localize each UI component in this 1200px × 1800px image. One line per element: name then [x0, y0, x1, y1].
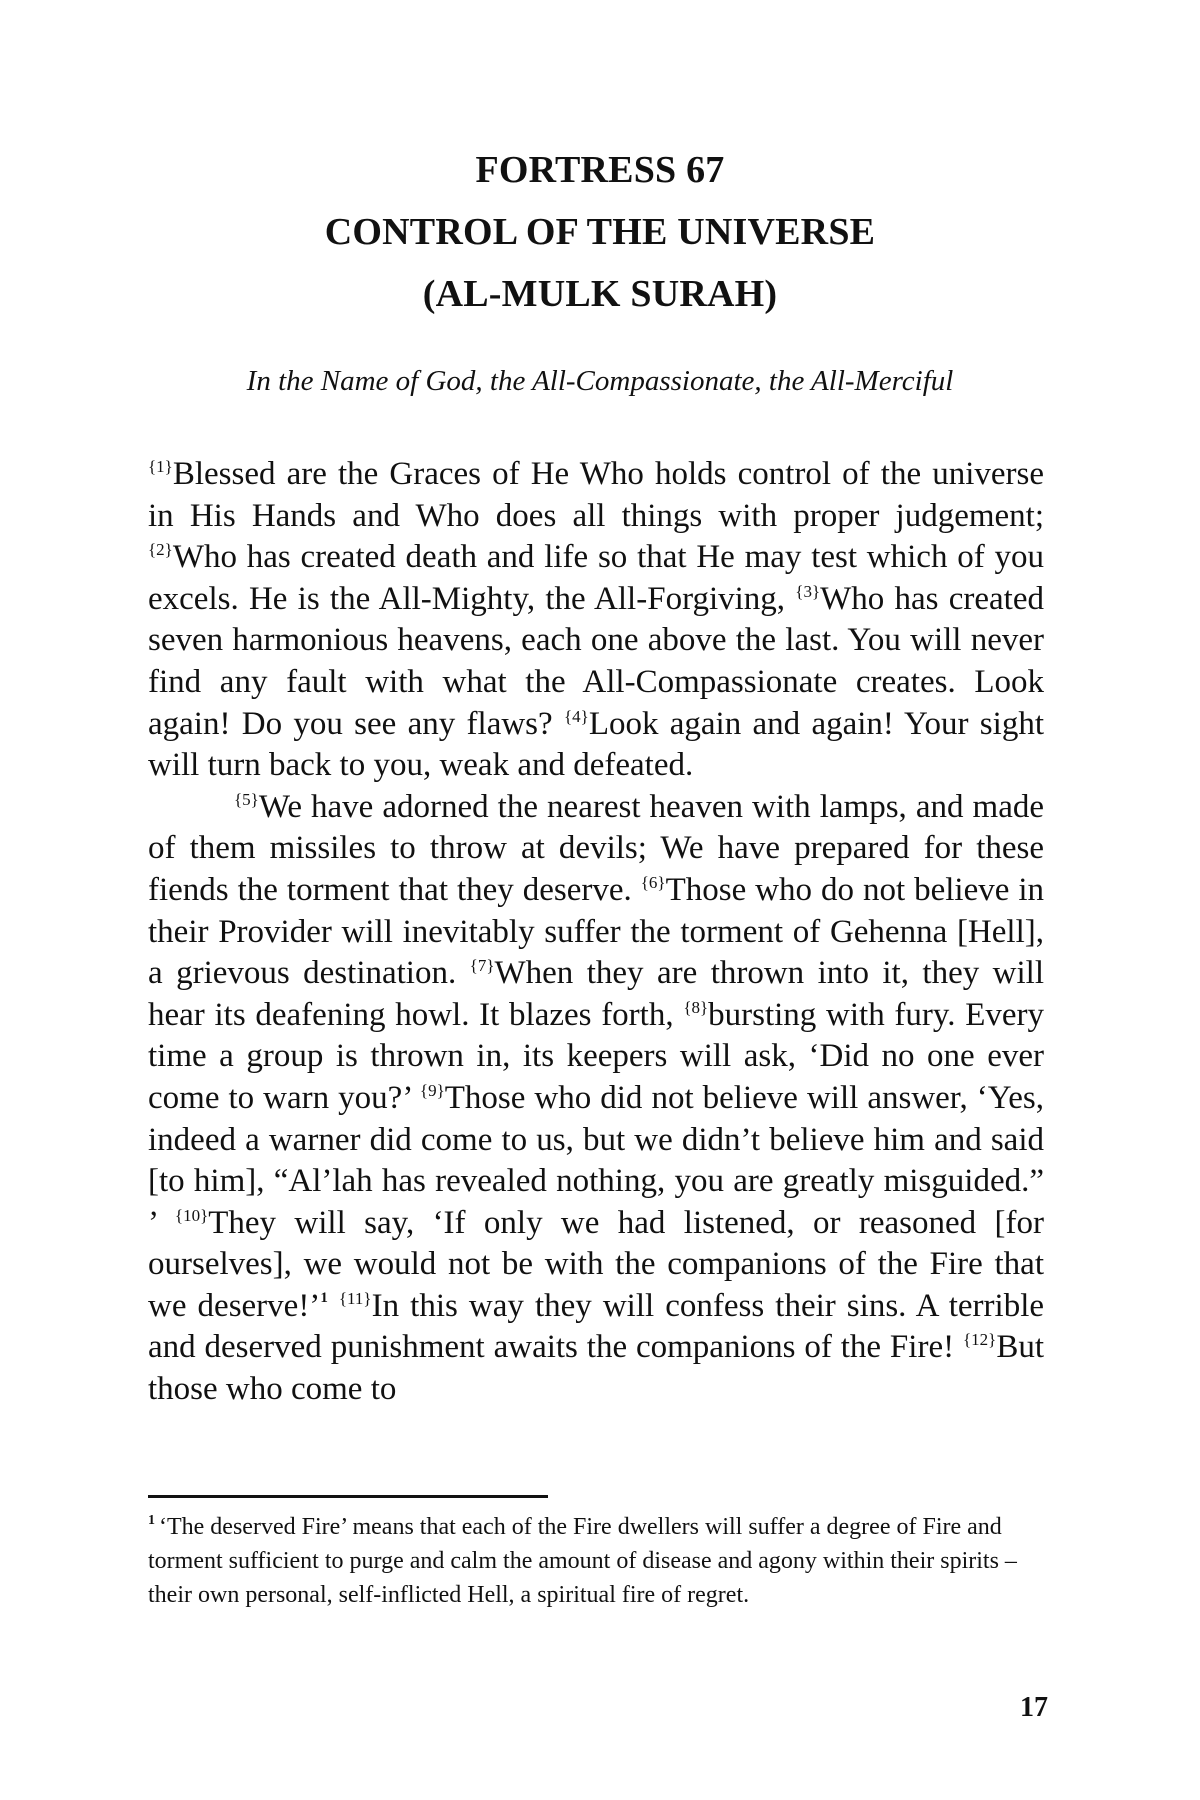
chapter-title-heading: CONTROL OF THE UNIVERSE: [324, 211, 876, 253]
verse-text: But those who come to: [148, 1329, 1044, 1408]
verse-text: We have adorned the nearest heaven with lamps, and made of them missiles to throw at devils; We have prepared for these fiends the torment that they deserve.: [148, 788, 1044, 908]
verse-number: {3}: [795, 581, 821, 601]
spacer-text: [328, 1288, 339, 1324]
paragraph: [148, 454, 1044, 787]
body-text: [148, 454, 1044, 1411]
verse-text: bursting with fury. Every time a group is thrown in, its keepers will ask, ‘Did no one ever come to warn you?’: [148, 996, 1044, 1116]
invocation: In the Name of God, the All-Compassionate, the All-Merciful: [246, 365, 954, 397]
surah-name-heading: (AL-MULK SURAH): [422, 273, 778, 315]
verse-number: {6}: [640, 872, 666, 892]
verse-number: {12}: [962, 1330, 997, 1350]
verse-number: {5}: [234, 789, 259, 809]
footnote-reference[interactable]: 1: [320, 1289, 328, 1306]
verse-number: {11}: [338, 1288, 372, 1308]
verse-number: {9}: [419, 1080, 445, 1100]
verse-text: Blessed are the Graces of He Who holds control of the universe in His Hands and Who does all things with proper judgement;: [148, 456, 1044, 534]
verse-number: {10}: [174, 1205, 209, 1225]
verse-text: Who has created death and life so that He may test which of you excels. He is the All-Mighty, the All-Forgiving,: [148, 539, 1044, 617]
verse-text: When they are thrown into it, they will hear its deafening howl. It blazes forth,: [148, 955, 1044, 1033]
verse-text: Who has created seven harmonious heavens, each one above the last. You will never find any fault with what the All-Compassionate creates. Look again! Do you see any flaws?: [148, 580, 1044, 742]
verse-text: Those who did not believe will answer, ‘Yes, indeed a warner did come to us, but we didn’t believe him and said [to him], “Al’lah has revealed nothing, you are greatly misguided.” ’: [148, 1079, 1044, 1241]
verse-number: {4}: [563, 706, 589, 726]
verse-number: {8}: [683, 997, 709, 1017]
verse-text: They will say, ‘If only we had listened, or reasoned [for ourselves], we would not be with the companions of the Fire that we deserve!’: [148, 1204, 1044, 1324]
paragraph: [148, 787, 1044, 1411]
footnote-divider: [148, 1495, 548, 1498]
verse-number: {2}: [148, 540, 173, 560]
verse-text: Those who do not believe in their Provider will inevitably suffer the torment of Gehenna [Hell], a grievous destination.: [148, 871, 1044, 992]
footnote-mark: 1: [148, 1513, 155, 1528]
verse-number: {1}: [148, 457, 173, 476]
verse-text: In this way they will confess their sins. A terrible and deserved punishment awaits the companions of the Fire!: [148, 1287, 1045, 1366]
footnote-text: ‘The deserved Fire’ means that each of the Fire dwellers will suffer a degree of Fire and torment sufficient to purge and calm the amount of disease and agony within their spirits – their own personal, self-inflicted Hell, a spiritual fire of regret.: [148, 1514, 1017, 1608]
chapter-number-heading: FORTRESS 67: [475, 149, 725, 191]
verse-text: Look again and again! Your sight will turn back to you, weak and defeated.: [148, 705, 1044, 784]
page-number: 17: [1020, 1692, 1048, 1723]
verse-number: {7}: [469, 956, 495, 976]
footnote: [148, 1510, 1044, 1612]
